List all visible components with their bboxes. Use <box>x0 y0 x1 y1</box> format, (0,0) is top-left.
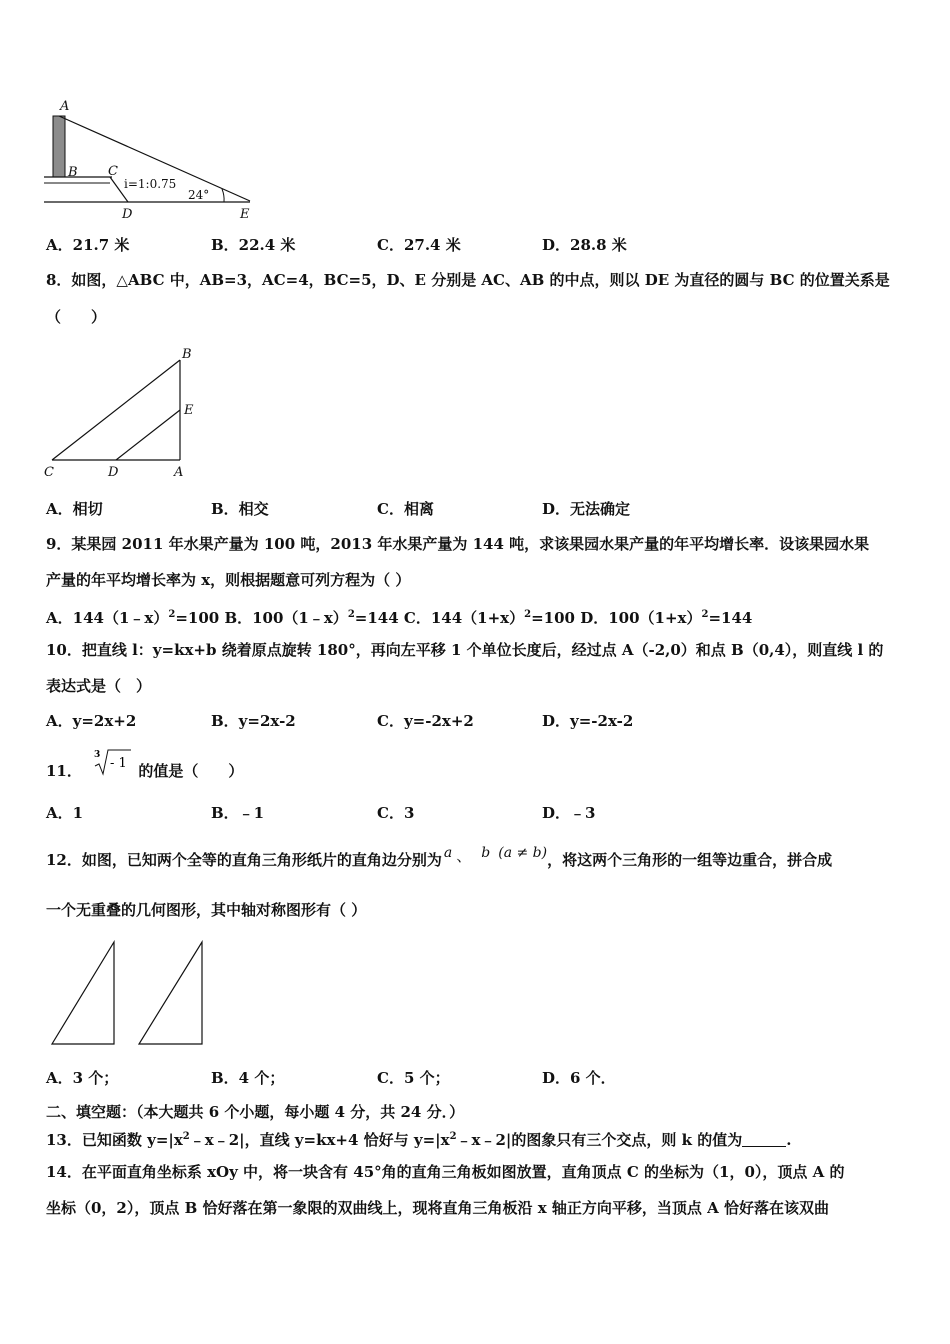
q14-stem-line1: 14．在平面直角坐标系 xOy 中，将一块含有 45°角的直角三角板如图放置，直角顶点 C 的坐标为（1，0），顶点 A 的 <box>46 1163 845 1181</box>
q10-option-d[interactable]: D．y=-2x-2 <box>542 712 634 730</box>
q8-stem-line2: （ ） <box>46 308 107 326</box>
label-c: C <box>108 164 118 179</box>
cube-root-expression <box>87 750 133 778</box>
slope-label: i=1:0.75 <box>124 177 177 191</box>
var-a: a <box>443 845 453 861</box>
q12-option-d[interactable]: D．6 个． <box>542 1069 616 1087</box>
label-d: D <box>108 465 119 480</box>
segment-de <box>116 410 180 460</box>
side-cb <box>52 360 180 460</box>
q8-option-b[interactable]: B．相交 <box>211 500 269 518</box>
q11-option-b[interactable]: B．﹣1 <box>211 804 265 822</box>
q12-option-b[interactable]: B．4 个； <box>211 1069 285 1087</box>
label-a: A <box>60 99 70 114</box>
label-b: B <box>68 165 78 180</box>
q9-stem-line1: 9．某果园 2011 年水果产量为 100 吨，2013 年水果产量为 144 吨，求该果园水果产量的年平均增长率．设该果园水果 <box>46 535 870 553</box>
q11-option-d[interactable]: D．﹣3 <box>542 804 596 822</box>
label-e: E <box>240 207 250 222</box>
answer-blank[interactable] <box>742 1132 786 1147</box>
q13-stem: 13．已知函数 $y=|x^2﹣x﹣2|$，直线 y=kx+4 恰好与 $y=|x^2﹣x﹣2|$的图象只有三个交点，则 k 的值为 . <box>46 1131 792 1149</box>
q14-stem-line2: 坐标（0，2），顶点 B 恰好落在第一象限的双曲线上，现将直角三角板沿 x 轴正方向平移，当顶点 A 恰好落在该双曲 <box>46 1199 829 1217</box>
q9-option-a[interactable]: A．144（1﹣x）$^2$=100 <box>46 609 220 627</box>
q9-stem-line2: 产量的年平均增长率为 x，则根据题意可列方程为（ ） <box>46 571 411 589</box>
label-d: D <box>122 207 133 222</box>
q7-option-d[interactable]: D．28.8 米 <box>542 236 627 254</box>
q9-option-c[interactable]: C．$144(1+x)^2=100$ <box>403 609 575 627</box>
q12-option-c[interactable]: C．5 个； <box>377 1069 450 1087</box>
label-e: E <box>184 403 194 418</box>
q8-stem-line1: 8．如图，△ABC 中，AB=3，AC=4，BC=5，D、E 分别是 AC、AB 的中点，则以 DE 为直径的圆与 BC 的位置关系是 <box>46 271 890 289</box>
q7-option-a[interactable]: A．21.7 米 <box>46 236 130 254</box>
triangle-left <box>52 942 114 1044</box>
triangle-right <box>139 942 202 1044</box>
q7-figure <box>44 96 256 222</box>
q12-prefix: 12．如图，已知两个全等的直角三角形纸片的直角边分别为 <box>46 851 442 869</box>
q11-number: 11． <box>46 762 82 780</box>
label-a: A <box>174 465 184 480</box>
q8-option-d[interactable]: D．无法确定 <box>542 500 631 518</box>
q9-option-b[interactable]: B．100（1﹣x）$^2$=144 <box>224 609 399 627</box>
q10-option-b[interactable]: B．y=2x-2 <box>211 712 296 730</box>
q8-option-a[interactable]: A．相切 <box>46 500 103 518</box>
q10-stem-line1: 10．把直线 l：y=kx+b 绕着原点旋转 180°，再向左平移 1 个单位长度后，经过点 A（-2,0）和点 B（0,4），则直线 l 的 <box>46 641 884 659</box>
separator: 、 <box>456 847 472 865</box>
condition-a-ne-b: (a ≠ b) <box>498 845 548 861</box>
q8-figure <box>40 342 200 482</box>
angle-arc <box>222 189 224 202</box>
q12-option-a[interactable]: A．3 个； <box>46 1069 119 1087</box>
q11-suffix: 的值是（ ） <box>138 762 244 780</box>
q12-figure <box>48 938 214 1048</box>
q12-stem-line2: 一个无重叠的几何图形，其中轴对称图形有（ ） <box>46 901 367 919</box>
q10-option-a[interactable]: A．y=2x+2 <box>46 712 137 730</box>
q7-option-c[interactable]: C．27.4 米 <box>377 236 461 254</box>
q7-option-b[interactable]: B．22.4 米 <box>211 236 296 254</box>
section-2-heading: 二、填空题：（本大题共 6 个小题，每小题 4 分，共 24 分．） <box>46 1103 465 1121</box>
q12-suffix: ，将这两个三角形的一组等边重合，拼合成 <box>547 851 833 869</box>
q9-options <box>46 605 752 628</box>
q9-option-d[interactable]: D．$100(1+x)^2=144$ <box>580 609 753 627</box>
radicand: - 1 <box>110 756 127 771</box>
building-shape <box>53 116 65 177</box>
q10-stem-line2: 表达式是（ ） <box>46 677 152 695</box>
angle-label: 24° <box>188 188 210 202</box>
q8-option-c[interactable]: C．相离 <box>377 500 434 518</box>
q10-option-c[interactable]: C．y=-2x+2 <box>377 712 474 730</box>
root-index: 3 <box>94 750 101 760</box>
var-b: b <box>481 845 491 861</box>
q11-option-a[interactable]: A．1 <box>46 804 84 822</box>
q11-option-c[interactable]: C．3 <box>377 804 415 822</box>
q12-stem-line1 <box>46 845 833 871</box>
label-b: B <box>182 347 192 362</box>
label-c: C <box>44 465 54 480</box>
q11-stem <box>46 750 244 781</box>
